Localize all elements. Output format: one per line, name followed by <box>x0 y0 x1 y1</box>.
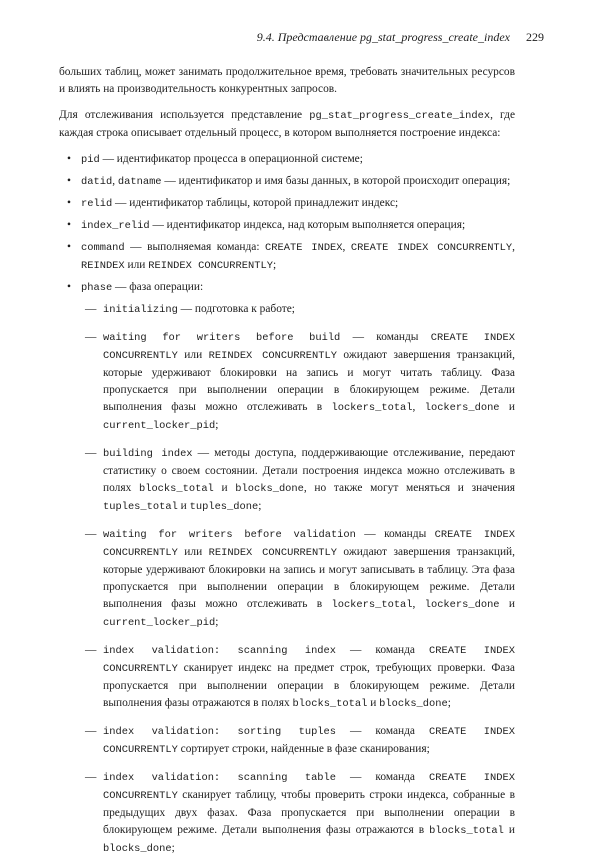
section-title: 9.4. Представление pg_stat_progress_create_index <box>256 30 510 44</box>
text: — идентификатор таблицы, которой принадлежит индекс; <box>112 197 399 209</box>
code: REINDEX <box>81 260 125 272</box>
code: CREATE INDEX <box>265 242 343 254</box>
text: ожидают завершения транзакций, которые удерживают блокировки на запись и могут читать таблицу. Фаза пропускается при выполнении операции в блокирующем режиме. Детали выполнения фазы можно отслеживать в <box>103 349 515 413</box>
code-view-name: pg_stat_progress_create_index <box>309 110 491 122</box>
list-item-phase <box>59 279 515 858</box>
list-item-pid <box>59 151 515 169</box>
code: waiting for writers before validation <box>103 529 356 541</box>
code: CREATE INDEX CONCURRENTLY <box>103 529 515 559</box>
code: relid <box>81 198 113 210</box>
phase-item-waiting-build <box>81 329 515 435</box>
text: , где каждая строка описывает отдельный процесс, в котором выполняется построение индекса: <box>59 109 515 139</box>
code: pid <box>81 154 100 166</box>
code: lockers_total <box>331 402 413 414</box>
text: и <box>367 697 380 709</box>
text: — методы доступа, поддерживающие отслеживание, передают статистику о своем состоянии. Детали построения индекса можно отслеживать в полях <box>103 447 515 494</box>
text: или <box>177 546 209 558</box>
text: и <box>213 482 236 494</box>
code: CREATE INDEX CONCURRENTLY <box>103 645 515 675</box>
text: Для отслеживания используется представление <box>59 109 310 121</box>
text: — идентификатор индекса, над которым выполняется операция; <box>149 219 466 231</box>
text: — фаза операции: <box>112 281 204 293</box>
text: ожидают завершения транзакций, которые удерживают блокировки на запись и могут записывать в таблицу. Эта фаза пропускается при выполнении операции в блокирующем режиме. Детали выполнения фазы можно отслеживать в <box>103 546 515 610</box>
code: current_locker_pid <box>103 617 216 629</box>
text: или <box>124 259 149 271</box>
text: или <box>177 349 209 361</box>
code: building index <box>103 448 193 460</box>
text: , но также могут меняться и значения <box>303 482 516 494</box>
text: ; <box>258 500 262 512</box>
running-header <box>0 30 600 50</box>
paragraph-view-description <box>59 107 515 142</box>
text: , <box>342 241 351 253</box>
text: — команда <box>336 644 429 656</box>
phase-item-validation-scanning-table <box>81 769 515 858</box>
text: — команды <box>340 331 431 343</box>
text: — команда <box>336 771 429 783</box>
text: — идентификатор процесса в операционной системе; <box>99 153 363 165</box>
code: CREATE INDEX CONCURRENTLY <box>350 242 513 254</box>
code: blocks_done <box>379 698 448 710</box>
code: index validation: scanning index <box>103 645 337 657</box>
code: REINDEX CONCURRENTLY <box>208 350 337 362</box>
text: сканирует таблицу, чтобы проверить строки индекса, собранные в предыдущих двух фазах. Фаза пропускается при выполнении операции в блокирующем режиме. Детали выполнения фазы отражаются в <box>103 789 515 836</box>
code: tuples_total <box>103 501 178 513</box>
list-item-command <box>59 239 515 275</box>
code: CREATE INDEX CONCURRENTLY <box>103 772 515 802</box>
paragraph-intro: больших таблиц, может занимать продолжительное время, требовать значительных ресурсов и влиять на производительность конкурентных запросов. <box>59 66 515 95</box>
code: blocks_total <box>138 483 214 495</box>
code: index_relid <box>81 220 150 232</box>
code: index validation: scanning table <box>103 772 337 784</box>
phase-item-validation-scanning-index <box>81 642 515 713</box>
code: lockers_done <box>424 599 500 611</box>
code: initializing <box>103 304 178 316</box>
text: и <box>499 598 515 610</box>
page-body <box>59 64 515 868</box>
code: current_locker_pid <box>103 420 216 432</box>
code: REINDEX CONCURRENTLY <box>148 260 273 272</box>
code: datname <box>117 176 162 188</box>
code: blocks_total <box>429 825 504 837</box>
text: , <box>412 401 425 413</box>
text: — идентификатор и имя базы данных, в которой происходит операция; <box>161 175 511 187</box>
page-number: 229 <box>526 30 544 44</box>
phase-list <box>81 301 515 858</box>
code: waiting for writers before build <box>103 332 341 344</box>
text: ; <box>272 259 277 271</box>
text: ; <box>215 616 219 628</box>
code: lockers_done <box>424 402 500 414</box>
text: ; <box>171 842 175 854</box>
text: и <box>177 500 190 512</box>
code: tuples_done <box>189 501 259 513</box>
code: blocks_done <box>103 843 172 855</box>
text: , <box>112 175 118 187</box>
code: CREATE INDEX CONCURRENTLY <box>103 332 515 362</box>
text: — подготовка к работе; <box>177 303 295 315</box>
text: — команды <box>355 528 435 540</box>
text: и <box>499 401 515 413</box>
text: и <box>503 824 515 836</box>
code: blocks_total <box>292 698 368 710</box>
code: index validation: sorting tuples <box>103 726 337 738</box>
phase-item-initializing <box>81 301 515 319</box>
text: — команда <box>336 725 429 737</box>
code: datid <box>81 176 113 188</box>
code: CREATE INDEX CONCURRENTLY <box>103 726 515 756</box>
text: ; <box>447 697 451 709</box>
code: command <box>81 242 125 254</box>
text: сканирует индекс на предмет строк, требующих проверки. Фаза пропускается при выполнении операции в блокирующем режиме. Детали выполнения фазы отражаются в полях <box>103 662 515 709</box>
list-item-index-relid <box>59 217 515 235</box>
text: , <box>512 241 515 253</box>
column-list <box>59 151 515 858</box>
code: blocks_done <box>235 483 304 495</box>
text: , <box>412 598 425 610</box>
code: lockers_total <box>331 599 413 611</box>
list-item-relid <box>59 195 515 213</box>
phase-item-building-index <box>81 445 515 516</box>
code: REINDEX CONCURRENTLY <box>208 547 337 559</box>
phase-item-validation-sorting <box>81 723 515 759</box>
text: — выполняемая команда: <box>124 241 266 253</box>
text: ; <box>215 419 219 431</box>
phase-item-waiting-validation <box>81 526 515 632</box>
list-item-datid <box>59 173 515 191</box>
text: сортирует строки, найденные в фазе сканирования; <box>177 743 430 755</box>
code: phase <box>81 282 113 294</box>
